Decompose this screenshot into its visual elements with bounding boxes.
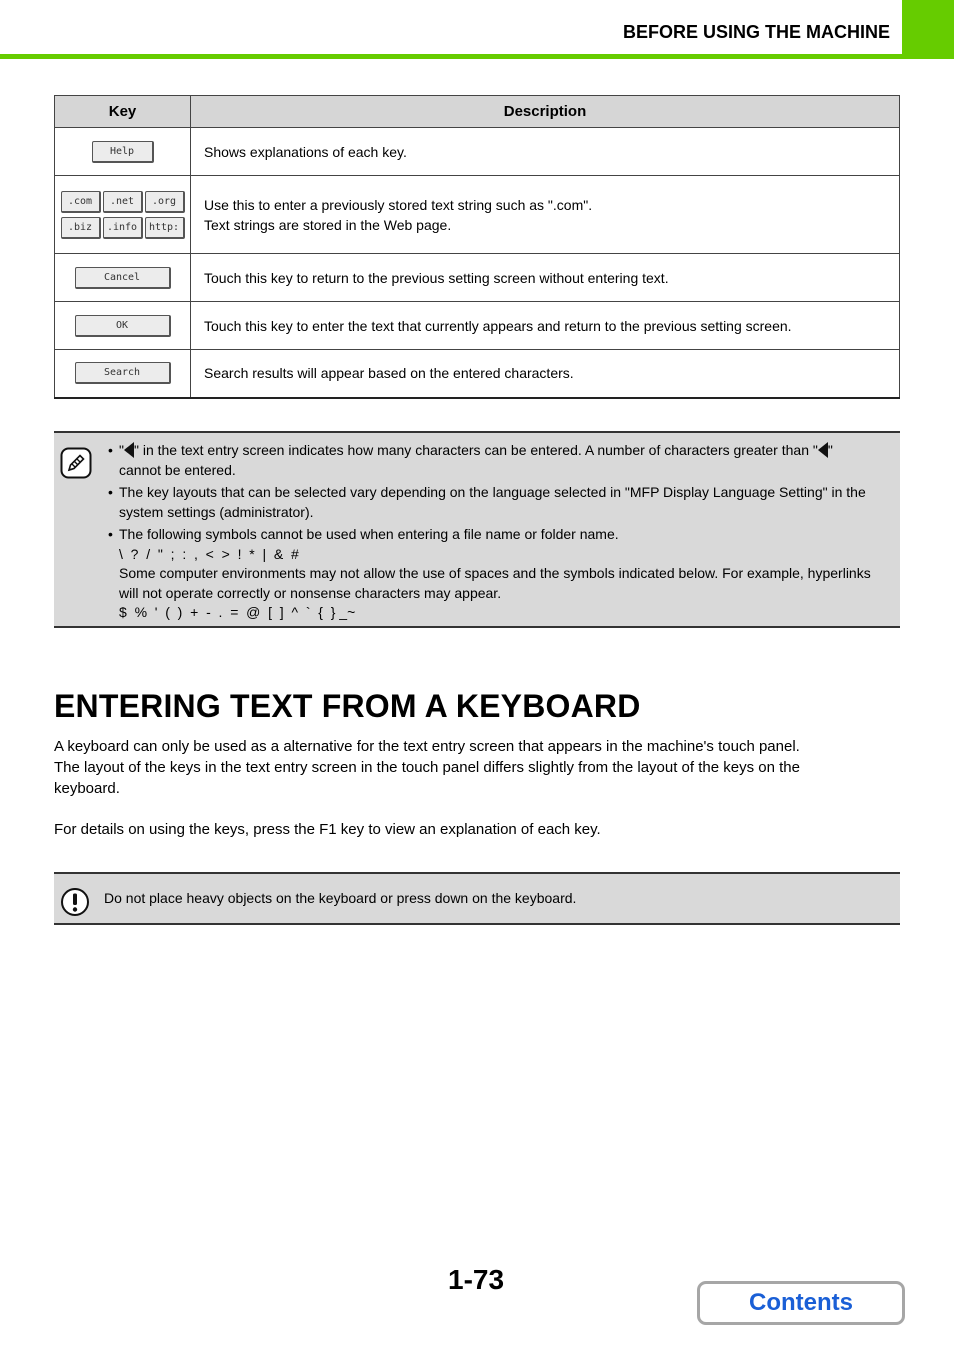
note-box (54, 431, 900, 628)
description-cell: Touch this key to enter the text that currently appears and return to the previous setting screen. (191, 302, 900, 350)
net-key-image: .net (103, 191, 143, 213)
note-item: • " " in the text entry screen indicates how many characters can be entered. A number of characters greater than " " cannot be entered. (108, 442, 833, 478)
help-key-image: Help (92, 141, 154, 163)
warning-box (54, 872, 900, 925)
section-paragraph: For details on using the keys, press the F1 key to view an explanation of each key. (54, 821, 601, 838)
search-key-image: Search (75, 362, 171, 384)
description-cell (191, 176, 900, 254)
table-header-row (55, 96, 900, 128)
page-number: 1-73 (448, 1264, 505, 1295)
warning-text: Do not place heavy objects on the keyboard or press down on the keyboard. (104, 890, 577, 906)
table-row (55, 176, 900, 254)
problem-symbols: $ % ' ( ) + - . = @ [ ] ^ ` { } _~ (119, 604, 356, 620)
description-cell: Touch this key to return to the previous setting screen without entering text. (191, 254, 900, 302)
left-arrow-icon (818, 442, 828, 458)
pencil-note-icon (60, 447, 92, 484)
description-line: Text strings are stored in the Web page. (204, 216, 452, 233)
key-description-table (54, 95, 900, 399)
column-header-description: Description (191, 96, 900, 128)
ok-key-image: OK (75, 315, 171, 337)
header-title: BEFORE USING THE MACHINE (622, 22, 890, 42)
com-key-image: .com (61, 191, 101, 213)
left-arrow-icon (124, 442, 134, 458)
org-key-image: .org (145, 191, 185, 213)
column-header-key: Key (55, 96, 191, 128)
cancel-key-image: Cancel (75, 267, 171, 289)
table-row (55, 254, 900, 302)
note-item: • The following symbols cannot be used when entering a file name or folder name. \ ? / " ; : , < > ! * | & # Some computer environments may not allow the use of spaces and the symbols indicated below. For example, hyperlinks will not operate correctly or nonsense characters may appear. $ % ' ( ) + - . = @ [ ] ^ ` { } _~ (108, 525, 892, 623)
header-green-block (902, 0, 954, 54)
biz-key-image: .biz (61, 217, 101, 239)
section-title: ENTERING TEXT FROM A KEYBOARD (54, 688, 641, 724)
table-row (55, 128, 900, 176)
forbidden-symbols: \ ? / " ; : , < > ! * | & # (119, 545, 299, 562)
http-key-image: http: (145, 217, 185, 239)
section-paragraph: A keyboard can only be used as a alternative for the text entry screen that appears in the machine's touch panel. The layout of the keys in the text entry screen in the touch panel differs slightly from the layout of the keys on the keyboard. (54, 738, 800, 797)
note-item: • The key layouts that can be selected vary depending on the language selected in "MFP Display Language Setting" in the system settings (administrator). (108, 484, 866, 520)
note-list (108, 441, 892, 626)
description-cell: Search results will appear based on the entered characters. (191, 350, 900, 398)
description-cell: Shows explanations of each key. (191, 128, 900, 176)
table-row (55, 350, 900, 398)
header-green-line (0, 54, 954, 59)
info-key-image: .info (103, 217, 143, 239)
contents-button[interactable]: Contents (697, 1281, 905, 1325)
exclamation-icon (60, 887, 90, 922)
description-line: Use this to enter a previously stored text string such as ".com". (204, 196, 593, 213)
table-row (55, 302, 900, 350)
